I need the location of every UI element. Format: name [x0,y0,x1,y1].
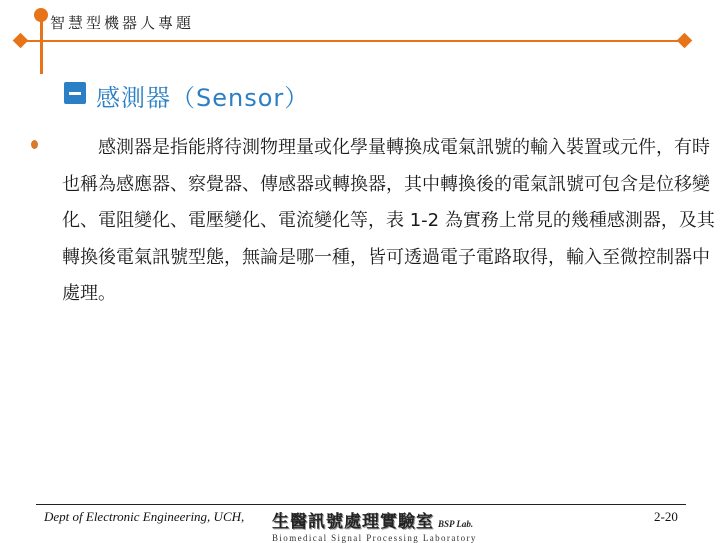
footer-department: Dept of Electronic Engineering, UCH, [44,509,245,524]
paragraph-line: 感測器是指能將待測物理量或化學量轉換成電氣訊號的輸入裝置或元件，有時 [98,137,710,158]
diamond-left-icon [13,33,29,49]
lab-logo [272,507,477,543]
lab-name-chinese: 生醫訊號處理實驗室 [272,512,434,532]
body-paragraph [62,130,715,313]
bullet-dot-icon [31,140,38,149]
diamond-right-icon [677,33,693,49]
vertical-accent-line [40,18,43,74]
lab-abbreviation: BSP Lab. [438,519,474,529]
section-title: 感測器（Sensor） [96,84,310,112]
footer-divider [36,504,686,505]
paragraph-line: 化、電阻變化、電壓變化、電流變化等，表 1-2 為實務上常見的幾種感測器，及其 [62,210,715,231]
horizontal-accent-line [20,40,686,42]
section-minus-icon [64,82,86,104]
accent-dot [34,8,48,22]
paragraph-line: 處理。 [62,283,116,304]
paragraph-line: 轉換後電氣訊號型態，無論是哪一種，皆可透過電子電路取得，輸入至微控制器中 [62,246,710,268]
course-title: 智慧型機器人專題 [50,14,195,32]
paragraph-line: 也稱為感應器、察覺器、傳感器或轉換器，其中轉換後的電氣訊號可包含是位移變 [62,173,710,195]
lab-name-english: Biomedical Signal Processing Laboratory [272,533,477,543]
page-number: 2-20 [654,509,678,524]
